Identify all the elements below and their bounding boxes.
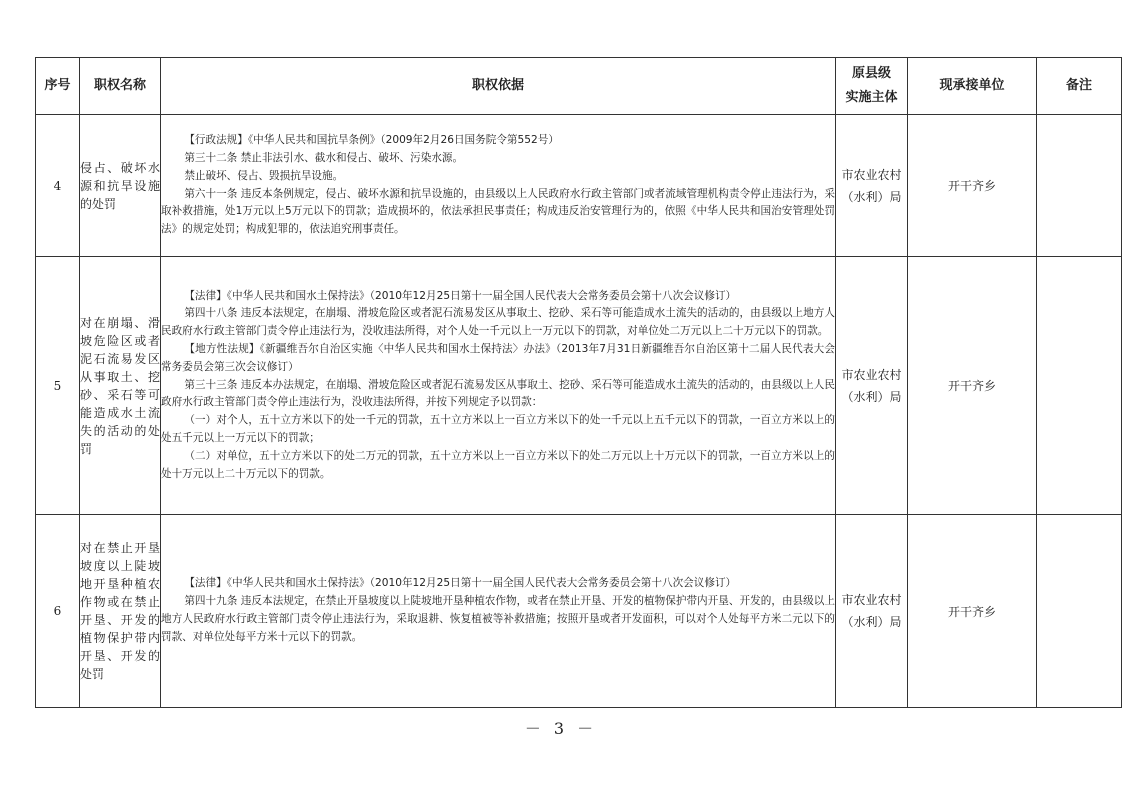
basis-paragraph: 【法律】《中华人民共和国水土保持法》（2010年12月25日第十一届全国人民代表大会常务委员会第十八次会议修订）	[184, 577, 737, 590]
basis-paragraph: （一）对个人，五十立方米以下的处一千元的罚款，五十立方米以上一百立方米以下的处一千元以上五千元以下的罚款，一百立方米以上的处五千元以上一万元以下的罚款；	[161, 414, 835, 444]
basis-paragraph: （二）对单位，五十立方米以下的处二万元的罚款，五十立方米以上一百立方米以下的处二万元以上十万元以下的罚款，一百立方米以上的处十万元以上二十万元以下的罚款。	[161, 449, 835, 480]
authority-table	[35, 57, 1122, 708]
header-seq: 序号	[36, 58, 80, 115]
header-original-unit-line2: 实施主体	[845, 90, 898, 105]
row-notes	[1037, 257, 1122, 515]
row-seq: 6	[36, 515, 80, 708]
basis-paragraph: 【法律】《中华人民共和国水土保持法》（2010年12月25日第十一届全国人民代表大会常务委员会第十八次会议修订）	[184, 289, 737, 302]
row-successor: 开干齐乡	[908, 257, 1037, 515]
row-seq: 4	[36, 115, 80, 257]
row-successor: 开干齐乡	[908, 515, 1037, 708]
table-header-row	[36, 58, 1122, 115]
row-seq: 5	[36, 257, 80, 515]
table-row	[36, 515, 1122, 708]
row-original-unit: 市农业农村（水利）局	[836, 257, 908, 515]
basis-paragraph: 第三十三条 违反本办法规定，在崩塌、滑坡危险区或者泥石流易发区从事取土、挖砂、采石等可能造成水土流失的活动的，由县级以上人民政府水行政主管部门责令停止违法行为，没收违法所得，并按下列规定予以罚款：	[161, 378, 835, 409]
table-row	[36, 257, 1122, 515]
basis-paragraph: 第四十八条 违反本法规定，在崩塌、滑坡危险区或者泥石流易发区从事取土、挖砂、采石等可能造成水土流失的活动的，由县级以上地方人民政府水行政主管部门责令停止违法行为，没收违法所得，对个人处一千元以上一万元以下的罚款，对单位处二万元以上二十万元以下的罚款。	[161, 307, 835, 338]
header-basis: 职权依据	[161, 58, 836, 115]
basis-paragraph: 第六十一条 违反本条例规定，侵占、破坏水源和抗旱设施的，由县级以上人民政府水行政主管部门或者流域管理机构责令停止违法行为，采取补救措施，处1万元以上5万元以下的罚款；造成损坏的，依法承担民事责任；构成违反治安管理行为的，依照《中华人民共和国治安管理处罚法》的规定处罚；构成犯罪的，依法追究刑事责任。	[161, 187, 835, 236]
header-name: 职权名称	[80, 58, 161, 115]
header-original-unit-line1: 原县级	[851, 66, 891, 81]
basis-paragraph: 第三十二条 禁止非法引水、截水和侵占、破坏、污染水源。	[184, 151, 464, 164]
row-original-unit: 市农业农村（水利）局	[836, 515, 908, 708]
row-name: 对在崩塌、滑坡危险区或者泥石流易发区从事取土、挖砂、采石等可能造成水土流失的活动的处罚	[80, 257, 161, 515]
row-notes	[1037, 115, 1122, 257]
basis-paragraph: 【行政法规】《中华人民共和国抗旱条例》（2009年2月26日国务院令第552号）	[184, 134, 559, 147]
row-name: 侵占、破坏水源和抗旱设施的处罚	[80, 115, 161, 257]
table-row	[36, 115, 1122, 257]
row-name: 对在禁止开垦坡度以上陡坡地开垦种植农作物或在禁止开垦、开发的植物保护带内开垦、开发的处罚	[80, 515, 161, 708]
basis-paragraph: 【地方性法规】《新疆维吾尔自治区实施〈中华人民共和国水土保持法〉办法》（2013年7月31日新疆维吾尔自治区第十二届人民代表大会常务委员会第三次会议修订）	[161, 343, 835, 373]
row-basis	[161, 257, 836, 515]
row-basis	[161, 515, 836, 708]
basis-paragraph: 第四十九条 违反本法规定，在禁止开垦坡度以上陡坡地开垦种植农作物，或者在禁止开垦、开发的植物保护带内开垦、开发的，由县级以上地方人民政府水行政主管部门责令停止违法行为，采取退耕、恢复植被等补救措施；按照开垦或者开发面积，可以对个人处每平方米二元以下的罚款、对单位处每平方米十元以下的罚款。	[161, 595, 835, 643]
row-successor: 开干齐乡	[908, 115, 1037, 257]
row-original-unit: 市农业农村（水利）局	[836, 115, 908, 257]
header-successor: 现承接单位	[908, 58, 1037, 115]
page-number: － 3 －	[524, 719, 598, 738]
header-notes: 备注	[1037, 58, 1122, 115]
header-original-unit	[836, 58, 908, 115]
basis-paragraph: 禁止破坏、侵占、毁损抗旱设施。	[184, 169, 344, 182]
row-basis	[161, 115, 836, 257]
row-notes	[1037, 515, 1122, 708]
